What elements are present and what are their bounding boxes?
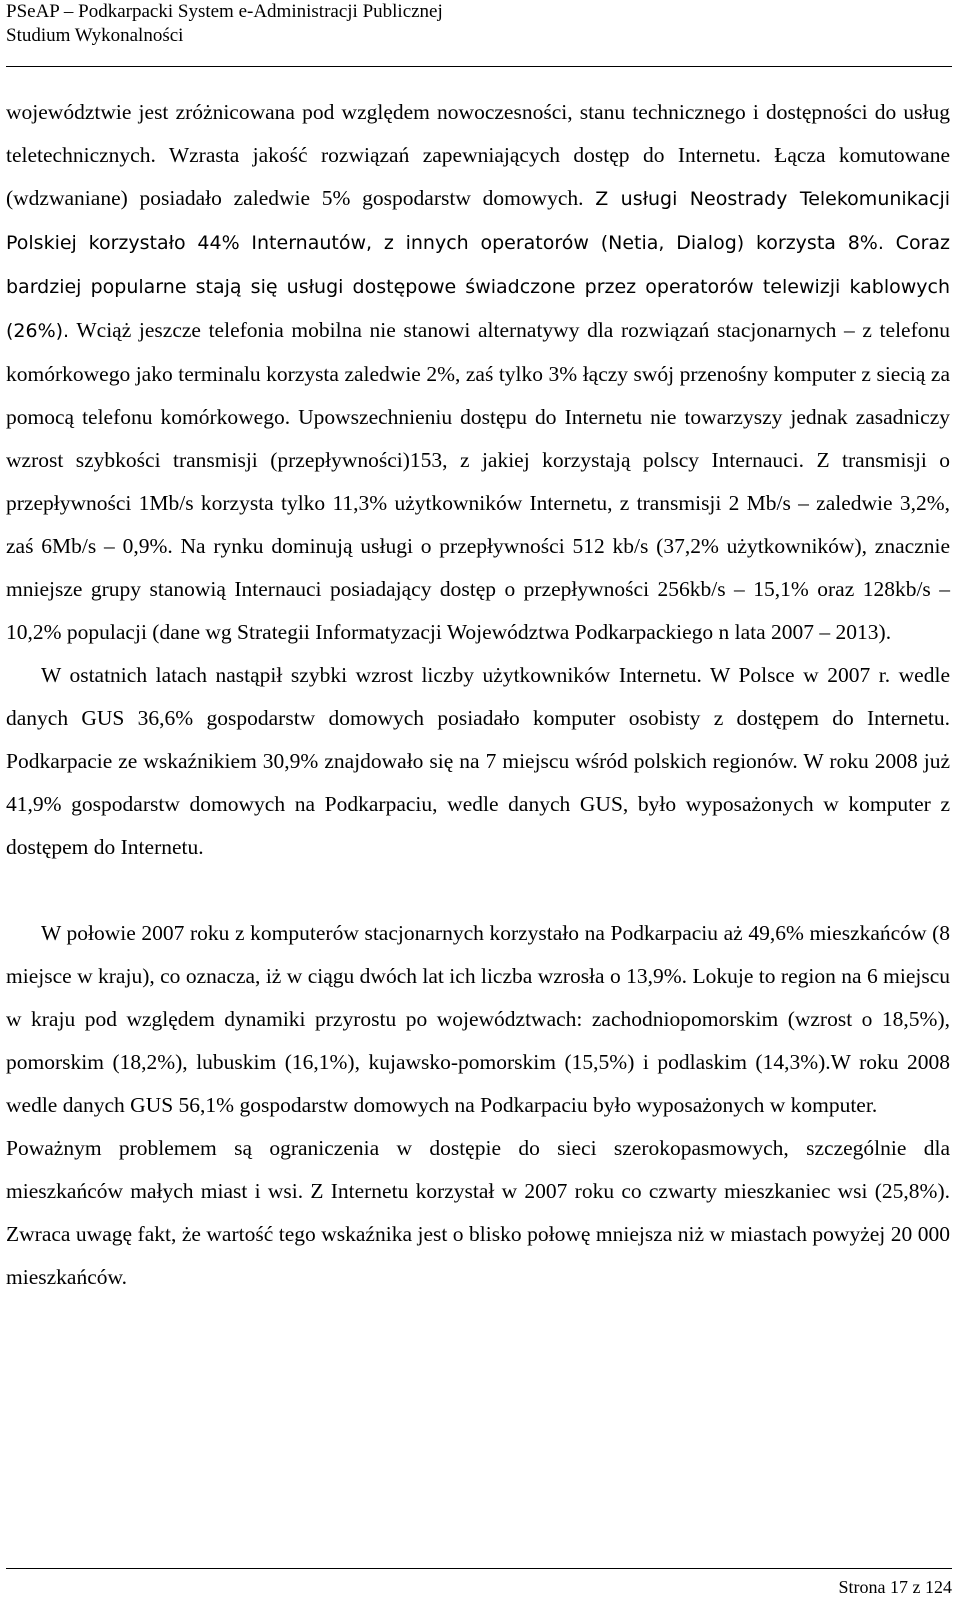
header-divider: [6, 66, 952, 67]
page-header: [6, 0, 952, 48]
header-document-title: Studium Wykonalności: [6, 25, 184, 46]
paragraph-internet-growth: W ostatnich latach nastąpił szybki wzrost liczby użytkowników Internetu. W Polsce w 2007 r. wedle danych GUS 36,6% gospodarstw domowych posiadało komputer osobisty z dostępem do Internetu. Podkarpacie ze wskaźnikiem 30,9% znajdowało się na 7 miejscu wśród polskich regionów. W roku 2008 już 41,9% gospodarstw domowych na Podkarpaciu, wedle danych GUS, było wyposażonych w komputer z dostępem do Internetu.: [6, 663, 950, 859]
header-project-title: PSeAP – Podkarpacki System e-Administracji Publicznej: [6, 1, 443, 22]
paragraph-run: województwie jest zróżnicowana pod względem nowoczesności, stanu technicznego i dostępności do usług teletechnicznych. Wzrasta jakość rozwiązań zapewniających dostęp do Internetu. Łącza komutowane (wdzwaniane) posiadało zaledwie 5% gospodarstw domowych.: [6, 100, 950, 210]
paragraph-internet-access: [6, 91, 950, 654]
body-text: [6, 91, 950, 1299]
paragraph-run: Wciąż jeszcze telefonia mobilna nie stanowi alternatywy dla rozwiązań stacjonarnych – z telefonu komórkowego jako terminalu korzysta zaledwie 2%, zaś tylko 3% łączy swój przenośny komputer z siecią za pomocą telefonu komórkowego. Upowszechnieniu dostępu do Internetu nie towarzyszy jednak zasadniczy wzrost szybkości transmisji (przepływności)153, z jakiej korzystają polscy Internauci. Z transmisji o przepływności 1Mb/s korzysta tylko 11,3% użytkowników Internetu, z transmisji 2 Mb/s – zaledwie 3,2%, zaś 6Mb/s – 0,9%. Na rynku dominują usługi o przepływności 512 kb/s (37,2% użytkowników), znacznie mniejsze grupy stanowią Internauci posiadający dostęp o przepływności 256kb/s – 15,1% oraz 128kb/s – 10,2% populacji (dane wg Strategii Informatyzacji Województwa Podkarpackiego n lata 2007 – 2013).: [6, 318, 950, 644]
paragraph-broadband-limits: Poważnym problemem są ograniczenia w dostępie do sieci szerokopasmowych, szczególnie dla mieszkańców małych miast i wsi. Z Internetu korzystał w 2007 roku co czwarty mieszkaniec wsi (25,8%). Zwraca uwagę fakt, że wartość tego wskaźnika jest o blisko połowę mniejsza niż w miastach powyżej 20 000 mieszkańców.: [6, 1136, 950, 1289]
page-number: Strona 17 z 124: [838, 1577, 952, 1597]
paragraph-computer-usage: W połowie 2007 roku z komputerów stacjonarnych korzystało na Podkarpaciu aż 49,6% mieszkańców (8 miejsce w kraju), co oznacza, iż w ciągu dwóch lat ich liczba wzrosła o 13,9%. Lokuje to region na 6 miejscu w kraju pod względem dynamiki przyrostu po województwach: zachodniopomorskim (wzrost o 18,5%), pomorskim (18,2%), lubuskim (16,1%), kujawsko-pomorskim (15,5%) i podlaskim (14,3%).W roku 2008 wedle danych GUS 56,1% gospodarstw domowych na Podkarpaciu było wyposażonych w komputer.: [6, 921, 950, 1117]
paragraph-run-sans: Z usługi Neostrady Telekomunikacji Polskiej korzystało 44% Internautów, z innych operatorów (Netia, Dialog) korzysta 8%. Coraz bardziej popularne stają się usługi dostępowe świadczone przez operatorów telewizji kablowych (26%).: [6, 188, 950, 342]
footer-divider: [6, 1568, 952, 1569]
